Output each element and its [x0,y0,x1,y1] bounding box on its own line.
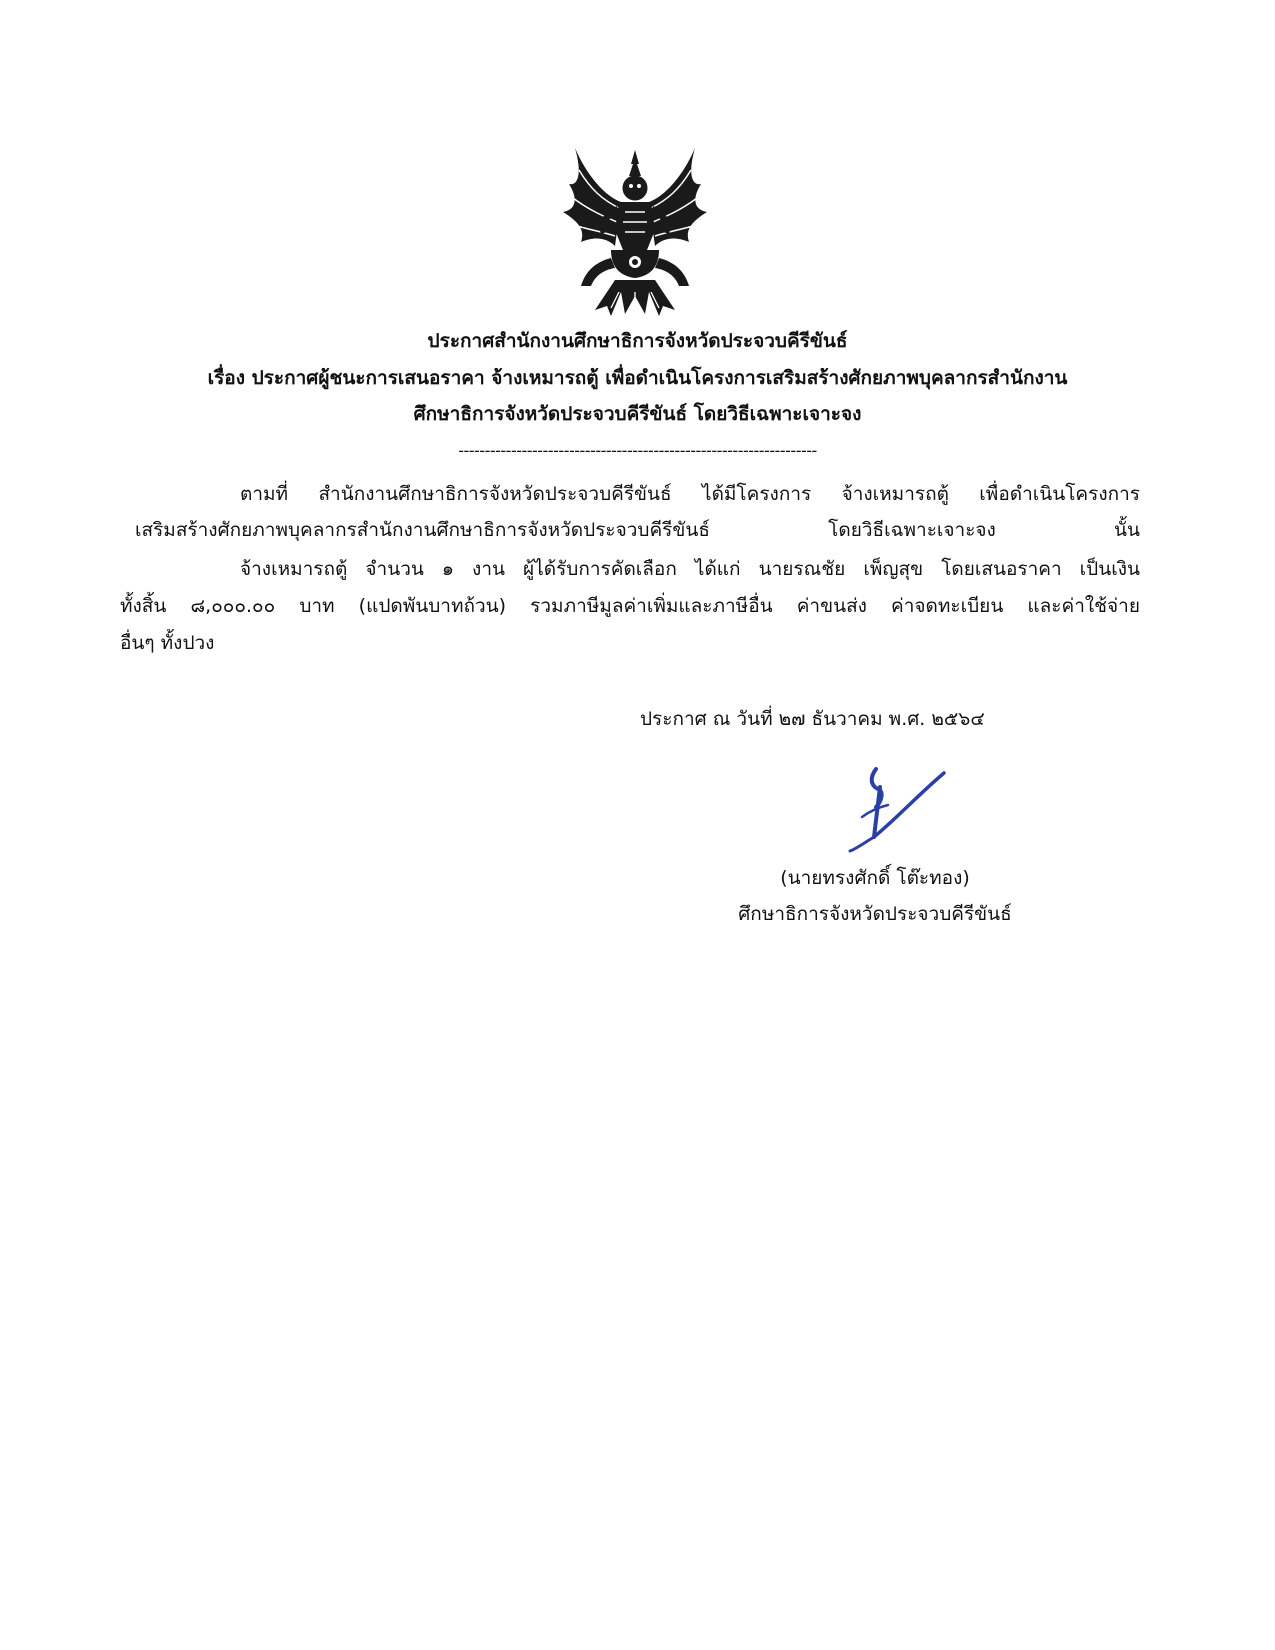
paragraph-2-line-2: ทั้งสิ้น ๘,๐๐๐.๐๐ บาท (แปดพันบาทถ้วน) รวมภาษีมูลค่าเพิ่มและภาษีอื่น ค่าขนส่ง ค่าจดทะเบียน และค่าใช้จ่าย [120,595,1140,617]
divider-line: -------------------------------------------------------------------- [458,441,817,460]
subject-line-2: ศึกษาธิการจังหวัดประจวบคีรีขันธ์ โดยวิธีเฉพาะเจาะจง [413,403,862,425]
announce-date: ประกาศ ณ วันที่ ๒๗ ธันวาคม พ.ศ. ๒๕๖๔ [640,708,985,730]
paragraph-2-line-1: จ้างเหมารถตู้ จำนวน ๑ งาน ผู้ได้รับการคัดเลือก ได้แก่ นายรณชัย เพ็ญสุข โดยเสนอราคา เป็นเงิน [240,558,1140,580]
paragraph-1-line-1: ตามที่ สำนักงานศึกษาธิการจังหวัดประจวบคีรีขันธ์ ได้มีโครงการ จ้างเหมารถตู้ เพื่อดำเนินโครงการ [240,483,1140,505]
signer-name: (นายทรงศักดิ์ โต๊ะทอง) [780,867,970,889]
signer-title: ศึกษาธิการจังหวัดประจวบคีรีขันธ์ [738,903,1012,925]
paragraph-1-line-2: เสริมสร้างศักยภาพบุคลากรสำนักงานศึกษาธิการจังหวัดประจวบคีรีขันธ์ โดยวิธีเฉพาะเจาะจง นั้น [135,519,1140,541]
garuda-emblem-icon [555,146,715,318]
document-title: ประกาศสำนักงานศึกษาธิการจังหวัดประจวบคีรีขันธ์ [427,330,848,352]
subject-line-1: เรื่อง ประกาศผู้ชนะการเสนอราคา จ้างเหมารถตู้ เพื่อดำเนินโครงการเสริมสร้างศักยภาพบุคลากรสำนักงาน [207,367,1068,389]
handwritten-signature [840,763,955,855]
paragraph-2-line-3: อื่นๆ ทั้งปวง [120,632,215,654]
